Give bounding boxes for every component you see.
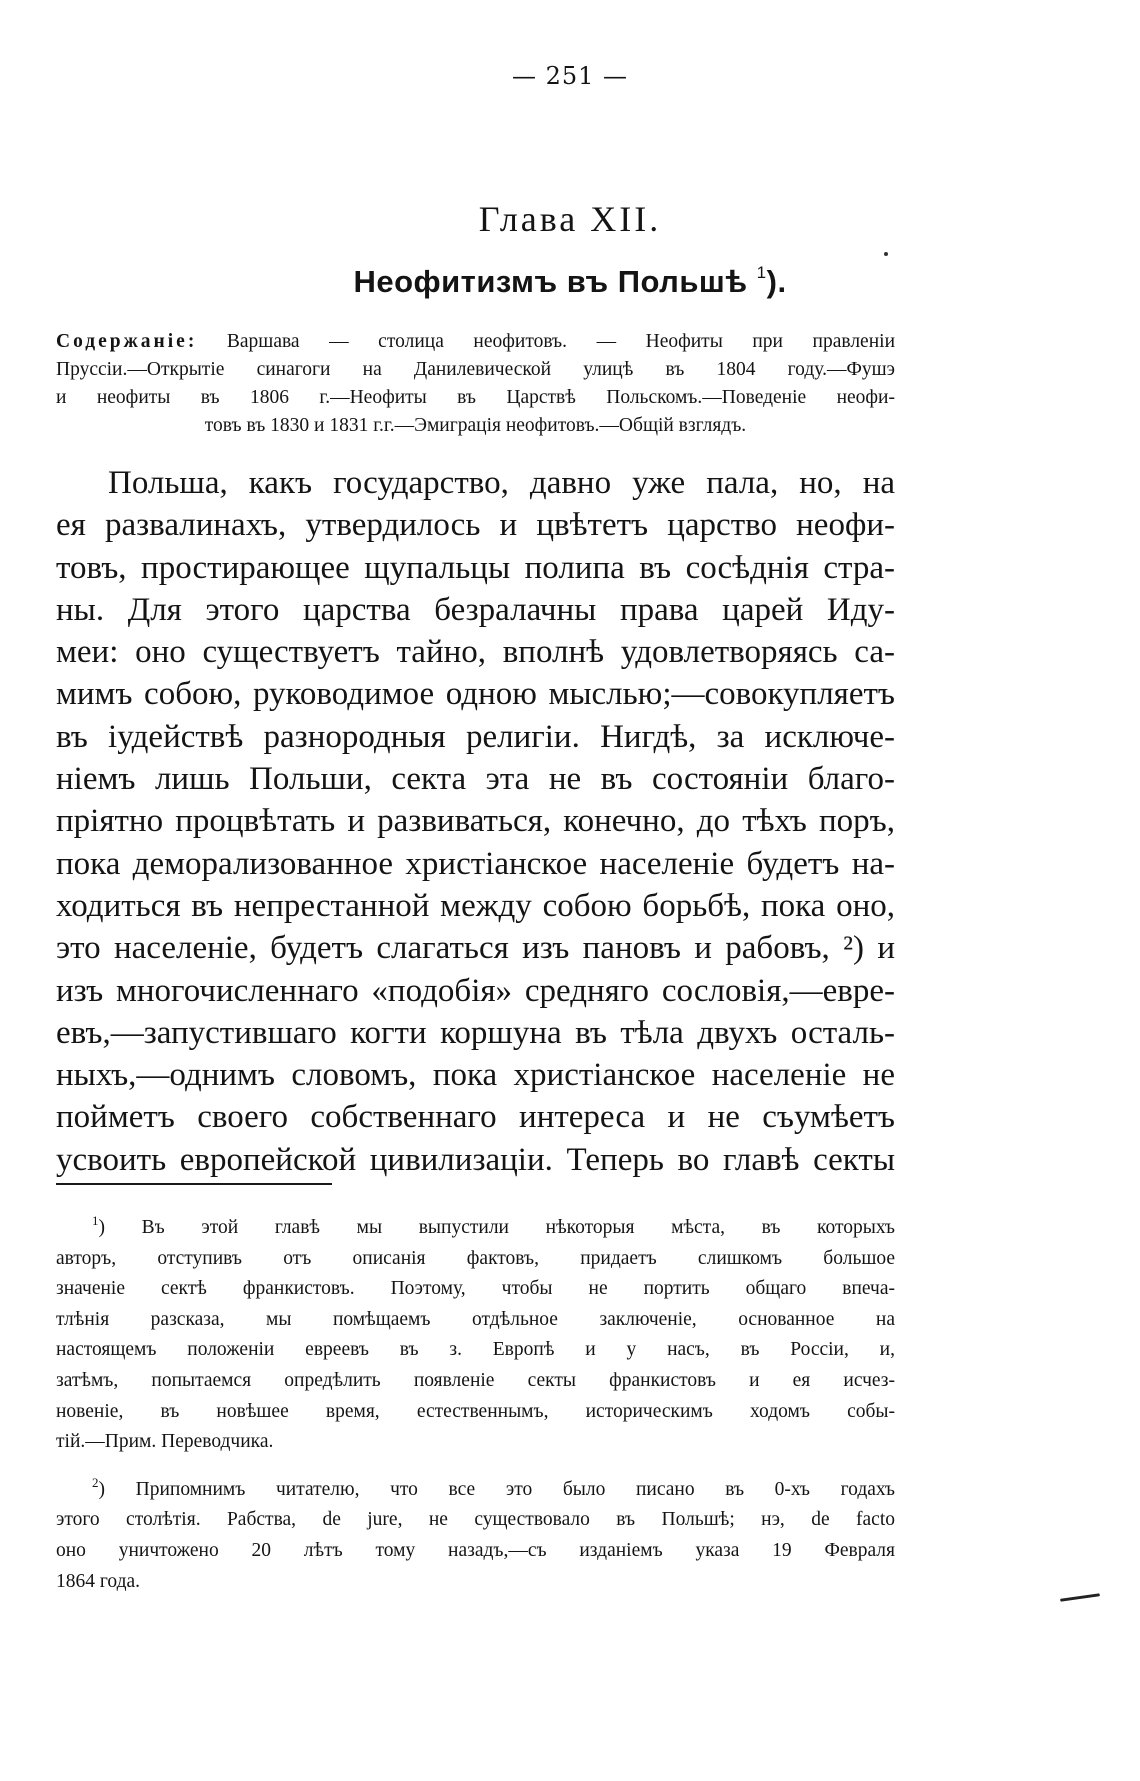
footnote-line: новенiе, въ новѣшее время, естественнымъ, историческимъ ходомъ собы-: [56, 1400, 895, 1422]
footnotes: [56, 1206, 895, 1597]
footnote-line: тлѣнiя разсказа, мы помѣщаемъ отдѣльное заключенiе, основанное на: [56, 1308, 895, 1330]
body-line: прiятно процвѣтать и развиваться, конечно, до тѣхъ поръ,: [56, 803, 895, 840]
body-line: ходиться въ непрестанной между собою борьбѣ, пока оно,: [56, 887, 895, 924]
summary-line-text: Варшава — столица неофитовъ. — Неофиты при правленiи: [226, 331, 896, 352]
body-line: въ iудействѣ разнородныя религiи. Нигдѣ, за исключе-: [56, 718, 895, 755]
footnote-line: значенiе сектѣ франкистовъ. Поэтому, чтобы не портить общаго впеча-: [56, 1278, 895, 1300]
body-line: усвоить европейской цивилизацiи. Теперь во главѣ секты: [56, 1141, 895, 1178]
footnote-1: [56, 1206, 895, 1458]
footnote-line: авторъ, отступивъ отъ описанiя фактовъ, придаетъ слишкомъ большое: [56, 1247, 895, 1269]
body-line: изъ многочисленнаго «подобiя» средняго сословiя,—евре-: [56, 972, 895, 1009]
footnote-line: этого столѣтiя. Рабства, de jure, не существовало въ Польшѣ; нэ, de facto: [56, 1509, 895, 1531]
body-line: пойметъ своего собственнаго интереса и не съумѣетъ: [56, 1099, 895, 1136]
summary-line: Пруссiи.—Открытiе синагоги на Данилевической улицѣ въ 1804 году.—Фушэ: [56, 359, 895, 380]
chapter-summary: [56, 328, 895, 440]
footnote-line: [56, 1206, 895, 1244]
body-line: евъ,—запустившаго когти коршуна въ тѣла двухъ осталь-: [56, 1014, 895, 1051]
summary-lead: Содержанiе:: [56, 331, 198, 352]
footnote-line: 1864 года.: [56, 1570, 141, 1592]
summary-line: товъ въ 1830 и 1831 г.г.—Эмиграцiя неофитовъ.—Общiй взглядъ.: [204, 415, 747, 436]
footnote-separator: [56, 1183, 332, 1185]
footnote-2: [56, 1468, 895, 1597]
footnote-line-text: ) Припомнимъ читателю, что все это было писано въ 0-хъ годахъ: [98, 1478, 895, 1500]
footnote-line: тiй.—Прим. Переводчика.: [56, 1431, 274, 1453]
body-line: ея развалинахъ, утвердилось и цвѣтетъ царство неофи-: [56, 507, 895, 544]
body-line: меи: оно существуетъ тайно, вполнѣ удовлетворяясь са-: [56, 634, 895, 671]
ink-speck: [884, 252, 888, 256]
body-line: ны. Для этого царства безралачны права царей Иду-: [56, 591, 895, 628]
footnote-line: оно уничтожено 20 лѣтъ тому назадъ,—съ изданiемъ указа 19 Февраля: [56, 1539, 895, 1561]
footnote-marker: 2: [92, 1474, 99, 1490]
footnote-line-text: ) Въ этой главѣ мы выпустили нѣкоторыя мѣста, въ которыхъ: [98, 1217, 895, 1238]
body-line: Польша, какъ государство, давно уже пала, но, на: [108, 465, 895, 501]
chapter-title: [0, 263, 1140, 300]
footnote-line: затѣмъ, попытаемся опредѣлить появленiе секты франкистовъ и ея исчез-: [56, 1369, 895, 1391]
body-line: это населенiе, будетъ слагаться изъ пановъ и рабовъ, ²) и: [56, 930, 895, 967]
body-line: ныхъ,—однимъ словомъ, пока христiанское населенiе не: [56, 1057, 895, 1094]
chapter-title-tail: ).: [766, 264, 787, 299]
chapter-heading: Глава XII.: [478, 199, 662, 239]
chapter-title-text: Неофитизмъ въ Польшѣ: [353, 264, 748, 299]
scan-artifact-mark: [1060, 1593, 1100, 1602]
body-paragraph: [56, 462, 895, 1181]
body-line: пока деморализованное христiанское населенiе будетъ на-: [56, 845, 895, 882]
footnote-gap: [56, 1458, 895, 1468]
body-line: товъ, простирающее щупальцы полипа въ сосѣднiя стра-: [56, 549, 895, 586]
body-line: мимъ собою, руководимое одною мыслью;—совокупляетъ: [56, 676, 895, 713]
body-line: нiемъ лишь Польши, секта эта не въ состоянiи благо-: [56, 761, 895, 798]
chapter-title-note-ref: 1: [756, 263, 767, 282]
footnote-line: настоящемъ положенiи евреевъ въ з. Европѣ и у насъ, въ Россiи, и,: [56, 1339, 895, 1361]
summary-line: и неофиты въ 1806 г.—Неофиты въ Царствѣ Польскомъ.—Поведенiе неофи-: [56, 387, 895, 408]
footnote-line: [56, 1468, 895, 1506]
page-number: — 251 —: [511, 62, 629, 90]
footnote-marker: 1: [92, 1213, 99, 1228]
summary-line: [56, 328, 895, 356]
